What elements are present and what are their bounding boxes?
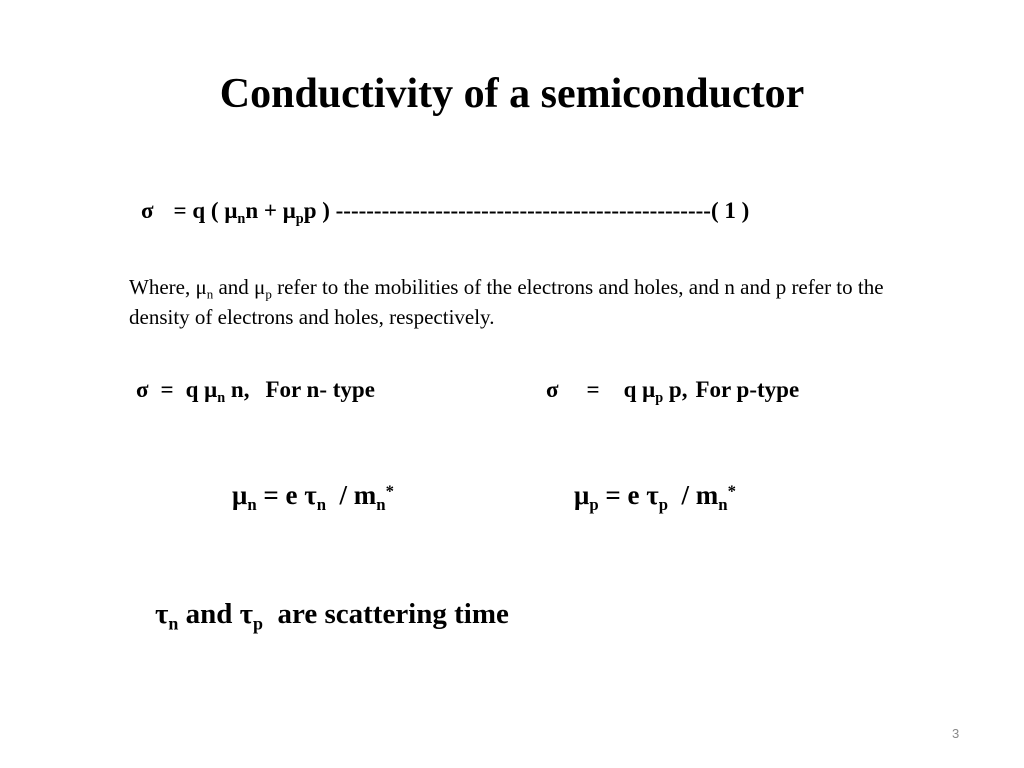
- eq1-sub-n: n: [237, 210, 246, 227]
- sigma-symbol: σ: [141, 198, 154, 223]
- ntype-q-mu: q μ: [185, 377, 218, 402]
- ptype-sub: p: [655, 389, 664, 406]
- electron-mobility-equation: [232, 480, 394, 514]
- scatter-and: and τ: [178, 598, 253, 630]
- scattering-time-note: [155, 598, 509, 634]
- mob-n-sub1: n: [247, 494, 257, 514]
- ptype-q-mu: q μ: [623, 377, 656, 402]
- mob-n-sup: *: [385, 481, 394, 501]
- mob-p-div: / m: [668, 480, 719, 510]
- mob-n-mid: = e τ: [256, 480, 317, 510]
- scatter-text: are scattering time: [263, 598, 509, 630]
- hole-mobility-equation: [574, 480, 736, 514]
- mob-p-sup: *: [727, 481, 736, 501]
- mob-n-sub3: n: [376, 494, 386, 514]
- mob-p-sub3: n: [718, 494, 728, 514]
- ntype-eq: =: [160, 377, 174, 402]
- ptype-conductivity: [546, 377, 800, 406]
- where-text-3: refer to the mobilities of the electrons and holes, and n and p refer to the density of electrons and holes, respectively.: [129, 275, 884, 329]
- conductivity-equation: [141, 198, 750, 227]
- scatter-sub-1: n: [168, 613, 179, 634]
- mob-p-sub2: p: [658, 494, 669, 514]
- ntype-sigma: σ: [136, 377, 149, 402]
- where-text-2: and μ: [213, 275, 266, 299]
- slide-title: Conductivity of a semiconductor: [219, 71, 805, 117]
- ntype-label: For n- type: [265, 377, 375, 402]
- where-sub-n: n: [206, 286, 214, 302]
- ntype-sub: n: [217, 389, 226, 406]
- mob-p-mu: μ: [574, 480, 590, 510]
- mob-n-div: / m: [326, 480, 377, 510]
- scatter-sub-2: p: [253, 613, 263, 634]
- eq1-sub-p: p: [295, 210, 304, 227]
- mob-p-sub1: p: [589, 494, 599, 514]
- ntype-conductivity: [136, 377, 375, 406]
- ptype-tail: p,: [663, 377, 688, 402]
- ntype-tail: n,: [225, 377, 250, 402]
- where-sub-p: p: [265, 286, 272, 302]
- where-text-1: Where, μ: [129, 275, 207, 299]
- mob-n-mu: μ: [232, 480, 248, 510]
- mob-n-sub2: n: [316, 494, 327, 514]
- scatter-tau-1: τ: [155, 598, 169, 630]
- eq1-rhs: p ) -------------------------------------------------( 1 ): [303, 198, 750, 223]
- eq1-mid: n + μ: [245, 198, 296, 223]
- eq1-lhs: = q ( μ: [173, 198, 238, 223]
- ptype-sigma: σ: [546, 377, 559, 402]
- mob-p-mid: = e τ: [598, 480, 659, 510]
- ptype-eq: =: [586, 377, 600, 402]
- ptype-label: For p-type: [695, 377, 800, 402]
- where-explanation: [129, 272, 909, 332]
- slide-number: 3: [952, 726, 960, 741]
